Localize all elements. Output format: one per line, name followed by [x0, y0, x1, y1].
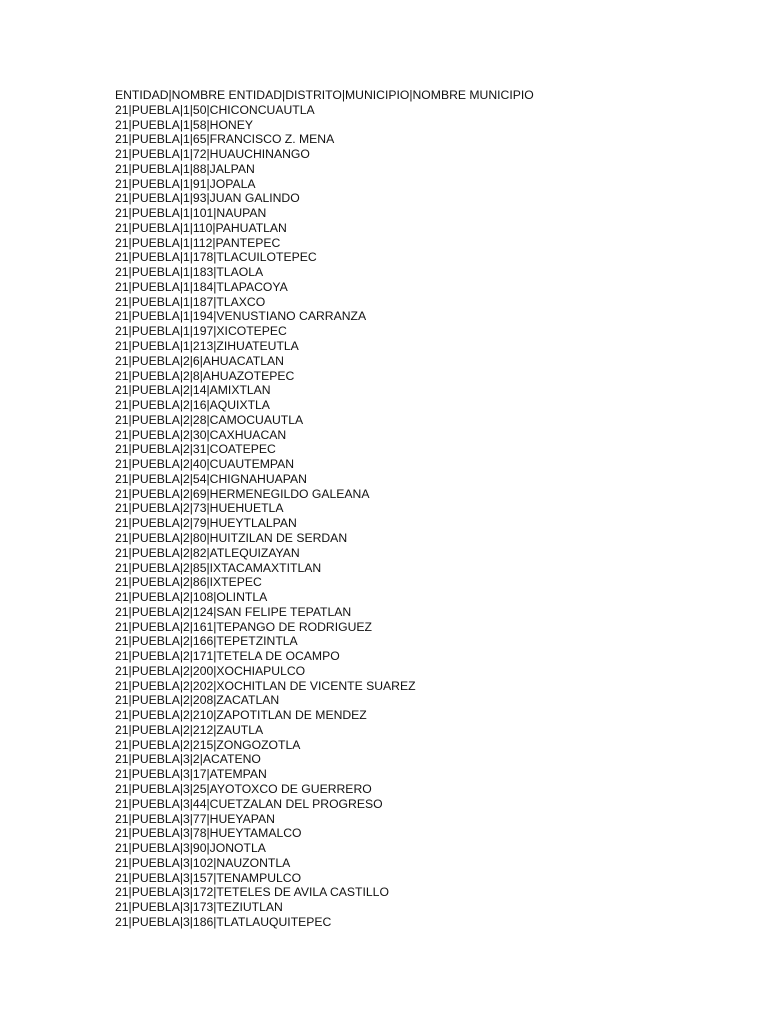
- record-line: 21|PUEBLA|2|166|TEPETZINTLA: [115, 634, 298, 649]
- record-line: 21|PUEBLA|2|85|IXTACAMAXTITLAN: [115, 560, 322, 575]
- record-line: 21|PUEBLA|2|80|HUITZILAN DE SERDAN: [115, 530, 348, 545]
- record-line: 21|PUEBLA|2|208|ZACATLAN: [115, 693, 280, 708]
- record-line: 21|PUEBLA|1|178|TLACUILOTEPEC: [115, 250, 317, 265]
- record-line: 21|PUEBLA|2|171|TETELA DE OCAMPO: [115, 649, 340, 664]
- record-line: 21|PUEBLA|3|157|TENAMPULCO: [115, 870, 302, 885]
- record-line: 21|PUEBLA|2|86|IXTEPEC: [115, 575, 262, 590]
- record-line: 21|PUEBLA|3|2|ACATENO: [115, 752, 261, 767]
- record-line: 21|PUEBLA|2|28|CAMOCUAUTLA: [115, 412, 304, 427]
- record-line: 21|PUEBLA|1|187|TLAXCO: [115, 294, 266, 309]
- record-line: 21|PUEBLA|1|184|TLAPACOYA: [115, 279, 288, 294]
- record-list: [115, 103, 735, 930]
- record-line: 21|PUEBLA|3|173|TEZIUTLAN: [115, 900, 283, 915]
- header-line: ENTIDAD|NOMBRE ENTIDAD|DISTRITO|MUNICIPIO|NOMBRE MUNICIPIO: [115, 88, 534, 102]
- record-line: 21|PUEBLA|2|8|AHUAZOTEPEC: [115, 368, 295, 383]
- record-line: 21|PUEBLA|2|79|HUEYTLALPAN: [115, 516, 297, 531]
- record-line: 21|PUEBLA|3|78|HUEYTAMALCO: [115, 826, 302, 841]
- record-line: 21|PUEBLA|2|16|AQUIXTLA: [115, 398, 270, 413]
- record-line: 21|PUEBLA|1|58|HONEY: [115, 117, 253, 132]
- record-line: 21|PUEBLA|2|73|HUEHUETLA: [115, 501, 284, 516]
- record-line: 21|PUEBLA|2|215|ZONGOZOTLA: [115, 737, 301, 752]
- record-line: 21|PUEBLA|2|161|TEPANGO DE RODRIGUEZ: [115, 619, 372, 634]
- document-page: [115, 88, 735, 930]
- record-line: 21|PUEBLA|3|186|TLATLAUQUITEPEC: [115, 914, 332, 929]
- record-line: 21|PUEBLA|3|102|NAUZONTLA: [115, 855, 291, 870]
- record-line: 21|PUEBLA|1|110|PAHUATLAN: [115, 220, 287, 235]
- record-line: 21|PUEBLA|3|90|JONOTLA: [115, 841, 266, 856]
- record-line: 21|PUEBLA|2|6|AHUACATLAN: [115, 353, 284, 368]
- record-line: 21|PUEBLA|1|197|XICOTEPEC: [115, 324, 287, 339]
- record-line: 21|PUEBLA|2|82|ATLEQUIZAYAN: [115, 545, 300, 560]
- record-line: 21|PUEBLA|1|88|JALPAN: [115, 161, 255, 176]
- record-line: 21|PUEBLA|1|194|VENUSTIANO CARRANZA: [115, 309, 367, 324]
- record-line: 21|PUEBLA|1|65|FRANCISCO Z. MENA: [115, 132, 335, 147]
- record-line: 21|PUEBLA|1|72|HUAUCHINANGO: [115, 147, 310, 162]
- record-line: 21|PUEBLA|1|183|TLAOLA: [115, 265, 264, 280]
- record-line: 21|PUEBLA|2|40|CUAUTEMPAN: [115, 457, 295, 472]
- record-line: 21|PUEBLA|1|50|CHICONCUAUTLA: [115, 102, 315, 117]
- record-line: 21|PUEBLA|2|108|OLINTLA: [115, 590, 268, 605]
- record-line: 21|PUEBLA|2|69|HERMENEGILDO GALEANA: [115, 486, 370, 501]
- record-line: 21|PUEBLA|3|25|AYOTOXCO DE GUERRERO: [115, 781, 372, 796]
- record-line: 21|PUEBLA|2|124|SAN FELIPE TEPATLAN: [115, 604, 352, 619]
- record-line: 21|PUEBLA|1|101|NAUPAN: [115, 206, 267, 221]
- record-line: 21|PUEBLA|2|30|CAXHUACAN: [115, 427, 287, 442]
- record-line: 21|PUEBLA|3|44|CUETZALAN DEL PROGRESO: [115, 796, 383, 811]
- record-line: 21|PUEBLA|2|200|XOCHIAPULCO: [115, 663, 306, 678]
- record-line: 21|PUEBLA|1|93|JUAN GALINDO: [115, 191, 300, 206]
- record-line: 21|PUEBLA|2|54|CHIGNAHUAPAN: [115, 471, 307, 486]
- record-line: 21|PUEBLA|1|112|PANTEPEC: [115, 235, 281, 250]
- record-line: 21|PUEBLA|2|212|ZAUTLA: [115, 722, 264, 737]
- record-line: 21|PUEBLA|3|77|HUEYAPAN: [115, 811, 275, 826]
- record-line: 21|PUEBLA|3|17|ATEMPAN: [115, 767, 267, 782]
- record-line: 21|PUEBLA|3|172|TETELES DE AVILA CASTILLO: [115, 885, 389, 900]
- record-line: 21|PUEBLA|2|210|ZAPOTITLAN DE MENDEZ: [115, 708, 367, 723]
- record-line: 21|PUEBLA|2|31|COATEPEC: [115, 442, 276, 457]
- record-line: 21|PUEBLA|2|14|AMIXTLAN: [115, 383, 271, 398]
- record-line: 21|PUEBLA|1|91|JOPALA: [115, 176, 256, 191]
- record-line: 21|PUEBLA|2|202|XOCHITLAN DE VICENTE SUAREZ: [115, 678, 416, 693]
- record-line: 21|PUEBLA|1|213|ZIHUATEUTLA: [115, 339, 299, 354]
